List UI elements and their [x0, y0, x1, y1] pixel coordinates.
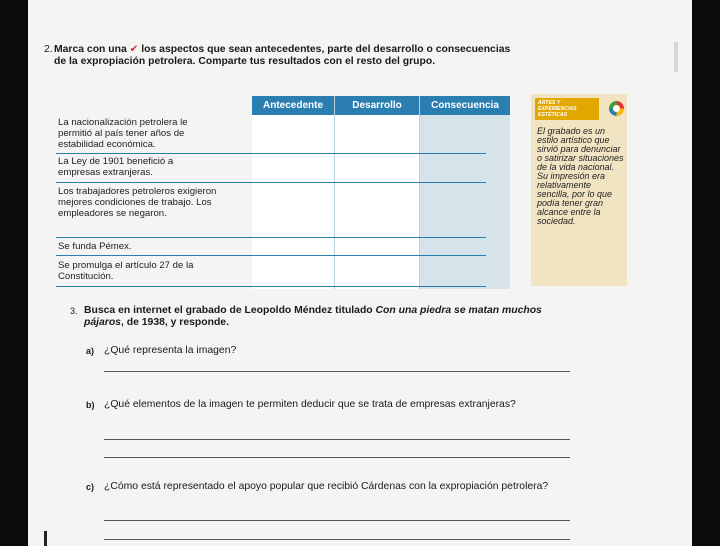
check-icon: ✔ — [129, 44, 139, 55]
dark-right-border — [692, 0, 720, 546]
question-2-text-after: los aspectos que sean antecedentes, parte del desarrollo o consecuencias de la expropiación petrolera. Comparte tus resultados con el resto del grupo. — [54, 44, 511, 67]
answer-line-c1[interactable] — [104, 520, 570, 521]
aside-text: El grabado es un estilo artístico que sirvió para denunciar o satirizar situaciones de la vida nacional. Su impresión era relativamente sencilla, por lo que podía tener gran alcance entre la sociedad. — [537, 126, 624, 226]
subquestion-c-label: c) — [86, 482, 95, 492]
subquestion-a-label: a) — [86, 346, 95, 356]
artes-aside-box — [531, 94, 627, 286]
subquestion-a — [86, 345, 564, 357]
column-antecedente-cells[interactable] — [252, 115, 334, 289]
question-3-text: Busca en internet el grabado de Leopoldo Méndez titulado — [84, 305, 373, 316]
row-divider — [56, 237, 486, 238]
question-3-text-end: , de 1938, y responde. — [120, 317, 229, 328]
column-consecuencia-cells[interactable] — [420, 115, 510, 289]
table-row-2-text: La Ley de 1901 benefició a empresas extranjeras. — [58, 156, 174, 178]
column-desarrollo-cells[interactable] — [334, 115, 420, 289]
row-divider — [56, 182, 486, 183]
subquestion-c-text: ¿Cómo está representado el apoyo popular que recibió Cárdenas con la expropiación petrolera? — [104, 481, 549, 492]
artwork-title: Con una piedra se matan muchos pájaros — [84, 305, 542, 328]
column-divider — [334, 96, 335, 289]
page-edge-mark — [674, 42, 678, 72]
row-divider — [56, 286, 486, 287]
aside-tag: ARTES Y EXPERIENCIAS ESTÉTICAS — [535, 98, 599, 120]
answer-line-a[interactable] — [104, 371, 570, 372]
dark-left-border — [0, 0, 28, 546]
row-divider — [56, 255, 486, 256]
table-row-5-text: Se promulga el artículo 27 de la Constitución. — [58, 260, 194, 282]
table-row-3-text: Los trabajadores petroleros exigieron mejores condiciones de trabajo. Los empleadores se negaron. — [58, 186, 217, 219]
header-antecedente: Antecedente — [252, 96, 334, 115]
table-row-4-text: Se funda Pémex. — [58, 241, 132, 252]
text-cursor-mark — [44, 531, 47, 546]
question-3 — [70, 305, 584, 329]
header-consecuencia: Consecuencia — [420, 96, 510, 115]
subquestion-b — [86, 399, 564, 411]
art-palette-icon — [609, 101, 624, 116]
answer-line-b2[interactable] — [104, 457, 570, 458]
subquestion-a-text: ¿Qué representa la imagen? — [104, 345, 237, 356]
header-desarrollo: Desarrollo — [335, 96, 419, 115]
column-divider — [419, 96, 420, 289]
subquestion-c — [86, 481, 564, 493]
question-2 — [44, 44, 524, 68]
question-2-number: 2. — [44, 44, 53, 55]
subquestion-b-label: b) — [86, 400, 95, 410]
row-divider — [56, 153, 486, 154]
question-2-text-before: Marca con una — [54, 44, 127, 55]
answer-line-b1[interactable] — [104, 439, 570, 440]
question-3-number: 3. — [70, 306, 78, 316]
table-row-1-text: La nacionalización petrolera le permitió al país tener años de estabilidad económica. — [58, 117, 188, 150]
answer-line-c2[interactable] — [104, 539, 570, 540]
subquestion-b-text: ¿Qué elementos de la imagen te permiten deducir que se trata de empresas extranjeras? — [104, 399, 516, 410]
